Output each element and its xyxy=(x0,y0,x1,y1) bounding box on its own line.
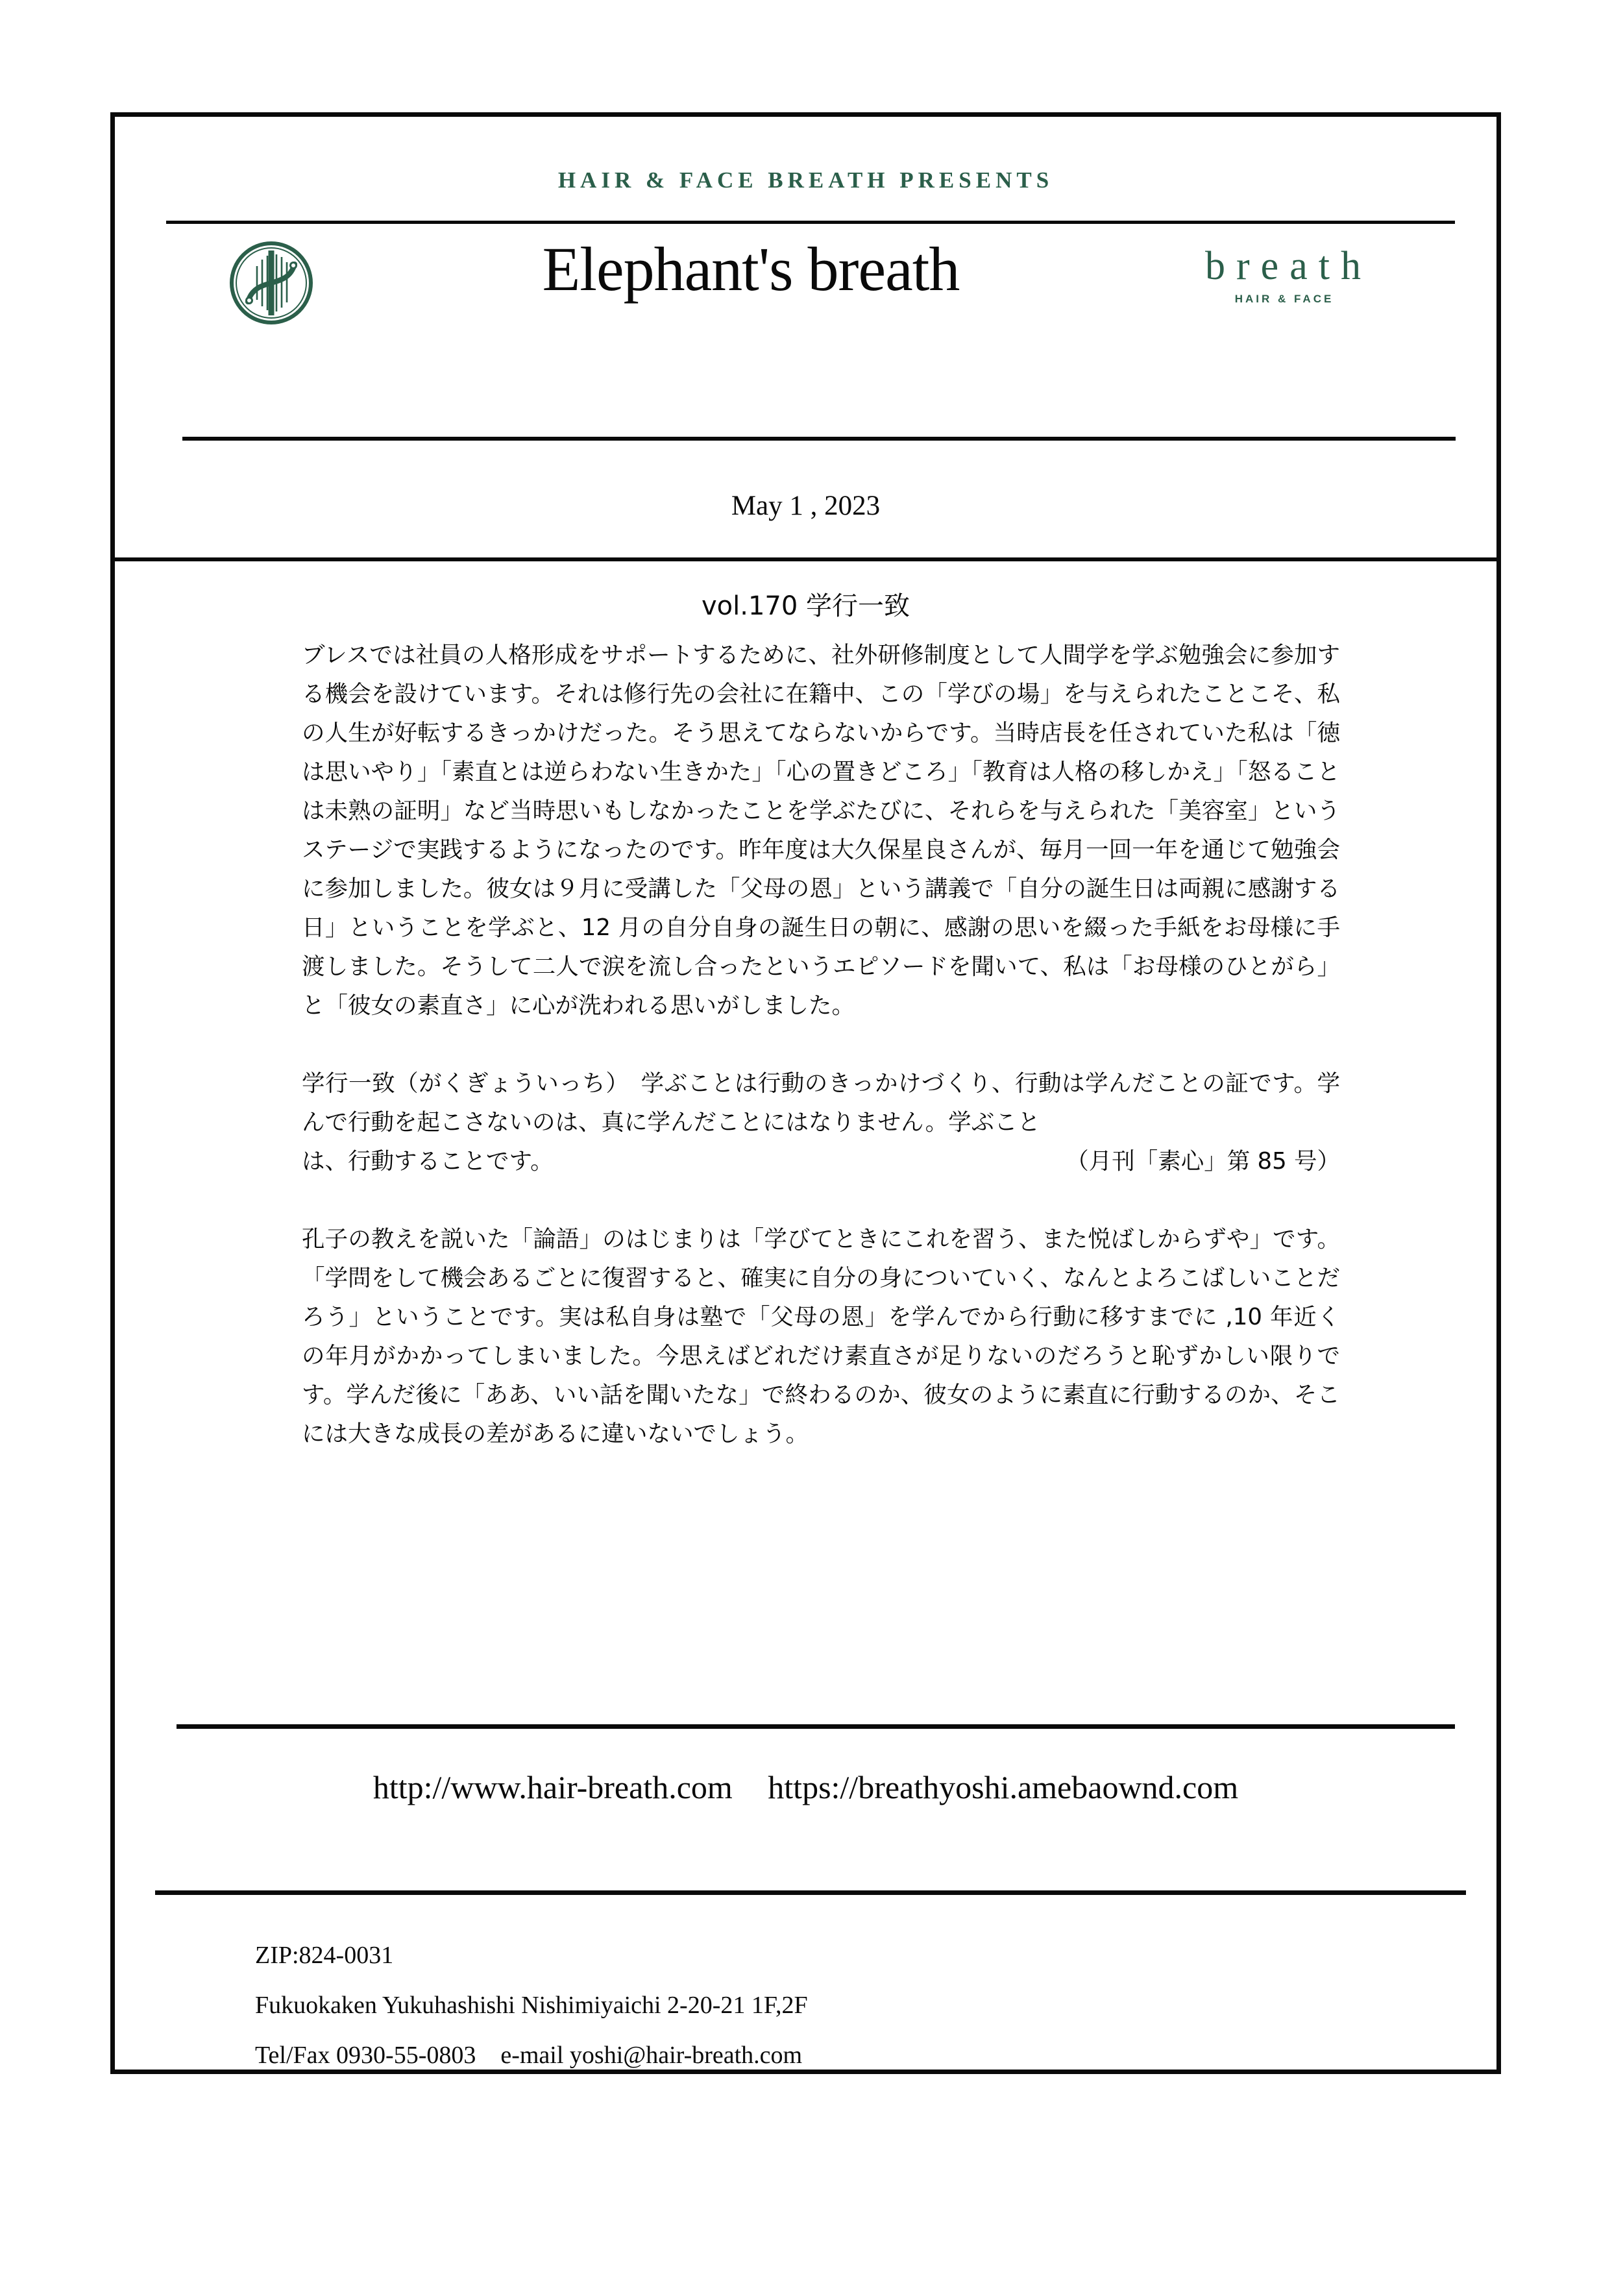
footer-bottom-rule xyxy=(155,1890,1466,1895)
phone-and-email[interactable]: Tel/Fax 0930-55-0803 e-mail yoshi@hair-breath.com xyxy=(255,2042,803,2069)
quote-closing-text: は、行動することです。 xyxy=(302,1148,554,1175)
article-paragraph: ブレスでは社員の人格形成をサポートするために、社外研修制度として人間学を学ぶ勉強会に参加する機会を設けています。それは修行先の会社に在籍中、この「学びの場」を与えられたことこそ、私の人生が好転するきっかけだった。そう思えてならないからです。当時店長を任されていた私は「徳は思いやり」「素直とは逆らわない生きかた」「心の置きどころ」「教育は人格の移しかえ」「怒ることは未熟の証明」など当時思いもしなかったことを学ぶたびに、それらを与えられた「美容室」というステージで実践するようになったのです。昨年度は大久保星良さんが、毎月一回一年を通じて勉強会に参加しました。彼女は９月に受講した「父母の恩」という講義で「自分の誕生日は両親に感謝する日」ということを学ぶと、12 月の自分自身の誕生日の朝に、感謝の思いを綴った手紙をお母様に手渡しました。そうして二人で涙を流し合ったというエピソードを聞いて、私は「お母様のひとがら」と「彼女の素直さ」に心が洗われる思いがしました。 xyxy=(302,642,1340,1019)
masthead-top-rule xyxy=(166,221,1455,224)
page-border-frame xyxy=(110,112,1501,2074)
quote-closing-line xyxy=(302,1142,1340,1181)
article-paragraph: 孔子の教えを説いた「論語」のはじまりは「学びてときにこれを習う、また悦ばしからずや」です。「学問をして機会あるごとに復習すると、確実に自分の身についていく、なんとよろこばしいことだろう」ということです。実は私自身は塾で「父母の恩」を学んでから行動に移すまでに ,10 年近くの年月がかかってしまいました。今思えばどれだけ素直さが足りないのだろうと恥ずかしい限りです。学んだ後に「ああ、いい話を聞いたな」で終わるのか、彼女のように素直に行動するのか、そこには大きな成長の差があるに違いないでしょう。 xyxy=(302,1226,1340,1447)
breath-wordmark xyxy=(1147,246,1419,306)
masthead-bottom-rule xyxy=(182,437,1456,441)
street-address: Fukuokaken Yukuhashishi Nishimiyaichi 2-20-21 1F,2F xyxy=(255,1992,808,2019)
brand-word: breath xyxy=(1205,244,1372,288)
breath-circle-logo-icon xyxy=(228,240,314,326)
footer-top-rule xyxy=(177,1724,1455,1729)
publication-title: Elephant's breath xyxy=(542,234,960,304)
contact-block xyxy=(255,1931,808,2081)
article-heading: vol.170 学行一致 xyxy=(701,591,910,621)
paragraph-text: 学行一致（がくぎょういっち） 学ぶことは行動のきっかけづくり、行動は学んだことの証です。学んで行動を起こさないのは、真に学んだことにはなりません。学ぶこと xyxy=(302,1070,1340,1136)
website-url-primary[interactable]: http://www.hair-breath.com xyxy=(372,1769,733,1805)
date-bottom-rule xyxy=(115,557,1496,561)
article-body xyxy=(302,636,1340,1454)
quote-citation: （月刊「素心」第 85 号） xyxy=(1066,1148,1340,1175)
brand-subtitle: HAIR & FACE xyxy=(1234,293,1334,305)
postal-code: ZIP:824-0031 xyxy=(255,1942,394,1969)
website-url-secondary[interactable]: https://breathyoshi.amebaownd.com xyxy=(768,1769,1239,1805)
issue-date: May 1 , 2023 xyxy=(731,491,881,521)
footer-urls xyxy=(115,1768,1496,1806)
article-paragraph xyxy=(302,1064,1340,1181)
presents-tagline: HAIR & FACE BREATH PRESENTS xyxy=(557,167,1054,193)
